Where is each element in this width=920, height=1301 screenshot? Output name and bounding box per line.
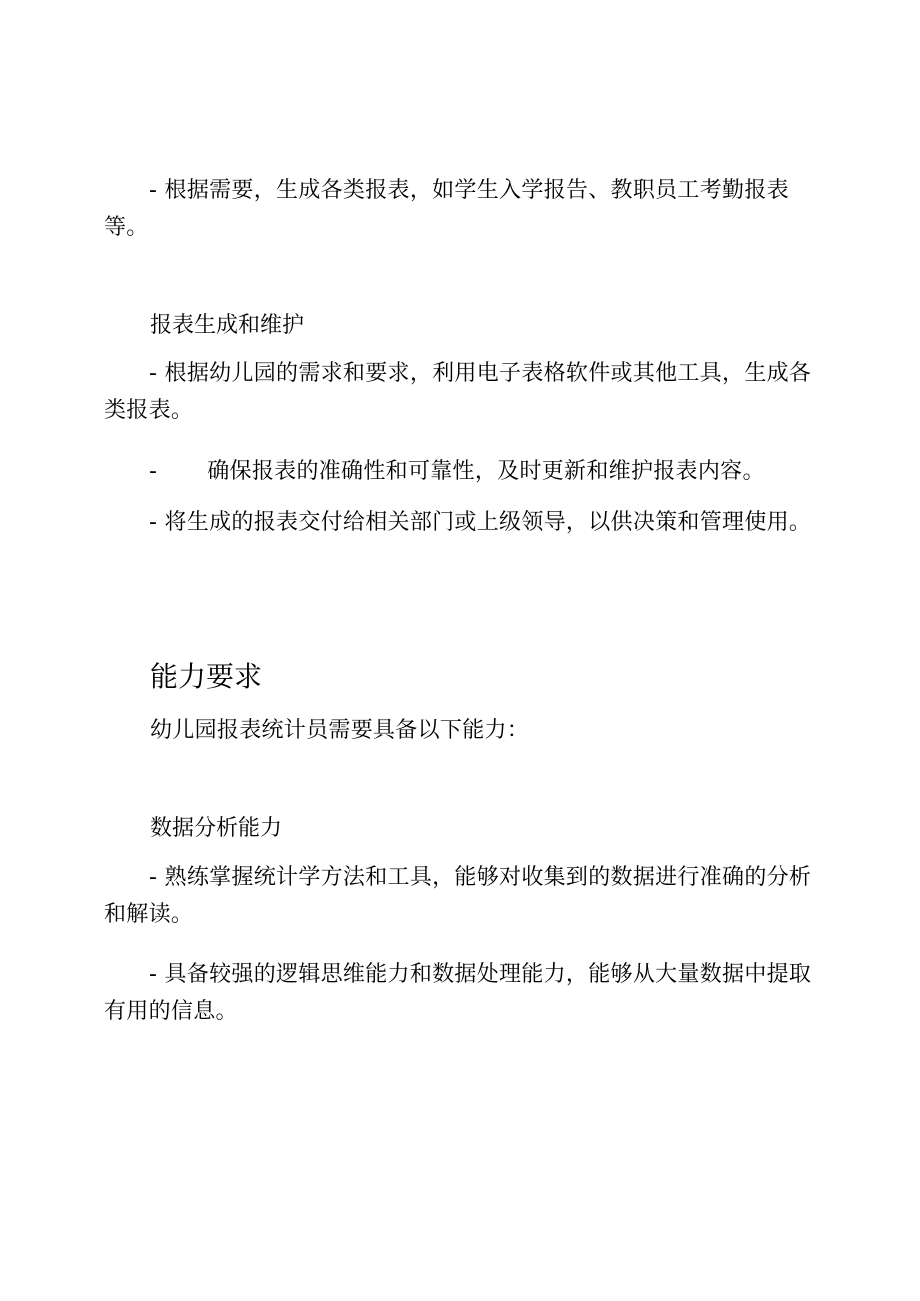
heading-data-analysis-ability: 数据分析能力 <box>150 816 283 841</box>
paragraph-logical-thinking: - 具备较强的逻辑思维能力和数据处理能力，能够从大量数据中提取有用的信息。 <box>104 962 812 1024</box>
paragraph-ability-intro: 幼儿园报表统计员需要具备以下能力： <box>150 718 530 743</box>
paragraph-ensure-accuracy-text: 确保报表的准确性和可靠性，及时更新和维护报表内容。 <box>207 459 765 484</box>
paragraph-statistics-methods: - 熟练掌握统计学方法和工具，能够对收集到的数据进行准确的分析和解读。 <box>104 865 812 927</box>
paragraph-use-spreadsheet: - 根据幼儿园的需求和要求，利用电子表格软件或其他工具，生成各类报表。 <box>104 361 812 423</box>
heading-report-generation-maintenance: 报表生成和维护 <box>150 313 305 338</box>
paragraph-deliver-reports: - 将生成的报表交付给相关部门或上级领导，以供决策和管理使用。 <box>149 510 812 535</box>
paragraph-ensure-accuracy <box>104 453 824 490</box>
bullet-dash: - <box>149 459 158 484</box>
heading-ability-requirements: 能力要求 <box>150 660 263 693</box>
paragraph-generate-reports: - 根据需要，生成各类报表，如学生入学报告、教职员工考勤报表等。 <box>104 178 789 240</box>
